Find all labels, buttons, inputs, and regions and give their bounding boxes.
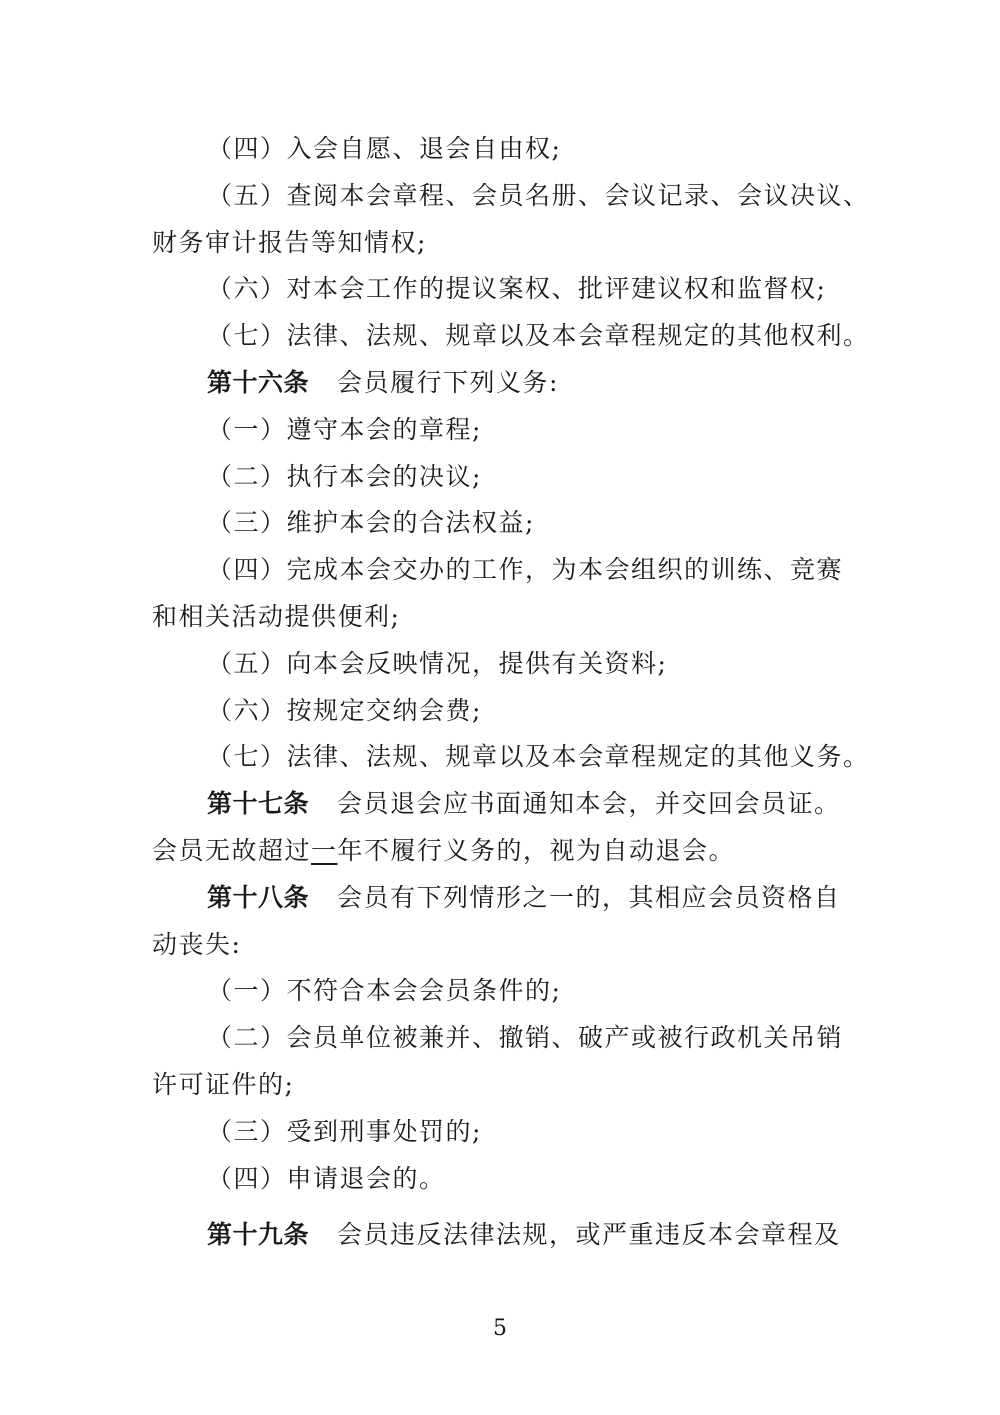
text-line: （七）法律、法规、规章以及本会章程规定的其他权利。 <box>207 321 870 351</box>
text-line <box>152 828 852 875</box>
text-line: （六）对本会工作的提议案权、批评建议权和监督权; <box>207 274 827 304</box>
text-line: （五）向本会反映情况，提供有关资料; <box>207 648 668 678</box>
text-line: 动丧失: <box>152 929 242 959</box>
spacer <box>152 1202 852 1212</box>
text-line: （五）查阅本会章程、会员名册、会议记录、会议决议、 <box>207 180 870 210</box>
text-line: （四）完成本会交办的工作，为本会组织的训练、竞赛 <box>207 555 844 585</box>
article-18-title: 第十八条 <box>207 882 310 912</box>
text-line: （四）入会自愿、退会自由权; <box>207 134 562 163</box>
text-line: （四）申请退会的。 <box>207 1163 446 1193</box>
text-line: （二）执行本会的决议; <box>207 461 482 491</box>
article-19 <box>152 1212 852 1259</box>
text-segment: 会员无故超过 <box>152 835 312 865</box>
article-16-title: 第十六条 <box>207 367 310 397</box>
document-body <box>152 126 870 1259</box>
text-line: （七）法律、法规、规章以及本会章程规定的其他义务。 <box>207 742 870 772</box>
page-number: 5 <box>493 1316 507 1341</box>
article-17-title: 第十七条 <box>207 789 310 819</box>
text-line: （一）不符合本会会员条件的; <box>207 976 562 1006</box>
article-16 <box>152 360 852 407</box>
underlined-text: 一 <box>311 835 338 865</box>
article-17 <box>152 781 852 828</box>
article-16-text: 会员履行下列义务: <box>337 367 559 397</box>
text-line: （二）会员单位被兼并、撤销、破产或被行政机关吊销 <box>207 1023 844 1053</box>
text-segment: 年不履行义务的，视为自动退会。 <box>337 835 736 865</box>
article-18 <box>152 875 852 922</box>
text-line: （三）维护本会的合法权益; <box>207 508 535 538</box>
article-19-text: 会员违反法律法规，或严重违反本会章程及 <box>337 1220 841 1250</box>
article-17-text: 会员退会应书面通知本会，并交回会员证。 <box>337 789 841 819</box>
text-line: （一）遵守本会的章程; <box>207 414 482 444</box>
text-line: （三）受到刑事处罚的; <box>207 1116 482 1146</box>
text-line: 财务审计报告等知情权; <box>152 227 427 257</box>
text-line: 许可证件的; <box>152 1069 295 1099</box>
article-18-text: 会员有下列情形之一的，其相应会员资格自 <box>337 882 841 912</box>
text-line: （六）按规定交纳会费; <box>207 695 482 725</box>
article-19-title: 第十九条 <box>207 1220 310 1250</box>
text-line: 和相关活动提供便利; <box>152 601 401 631</box>
